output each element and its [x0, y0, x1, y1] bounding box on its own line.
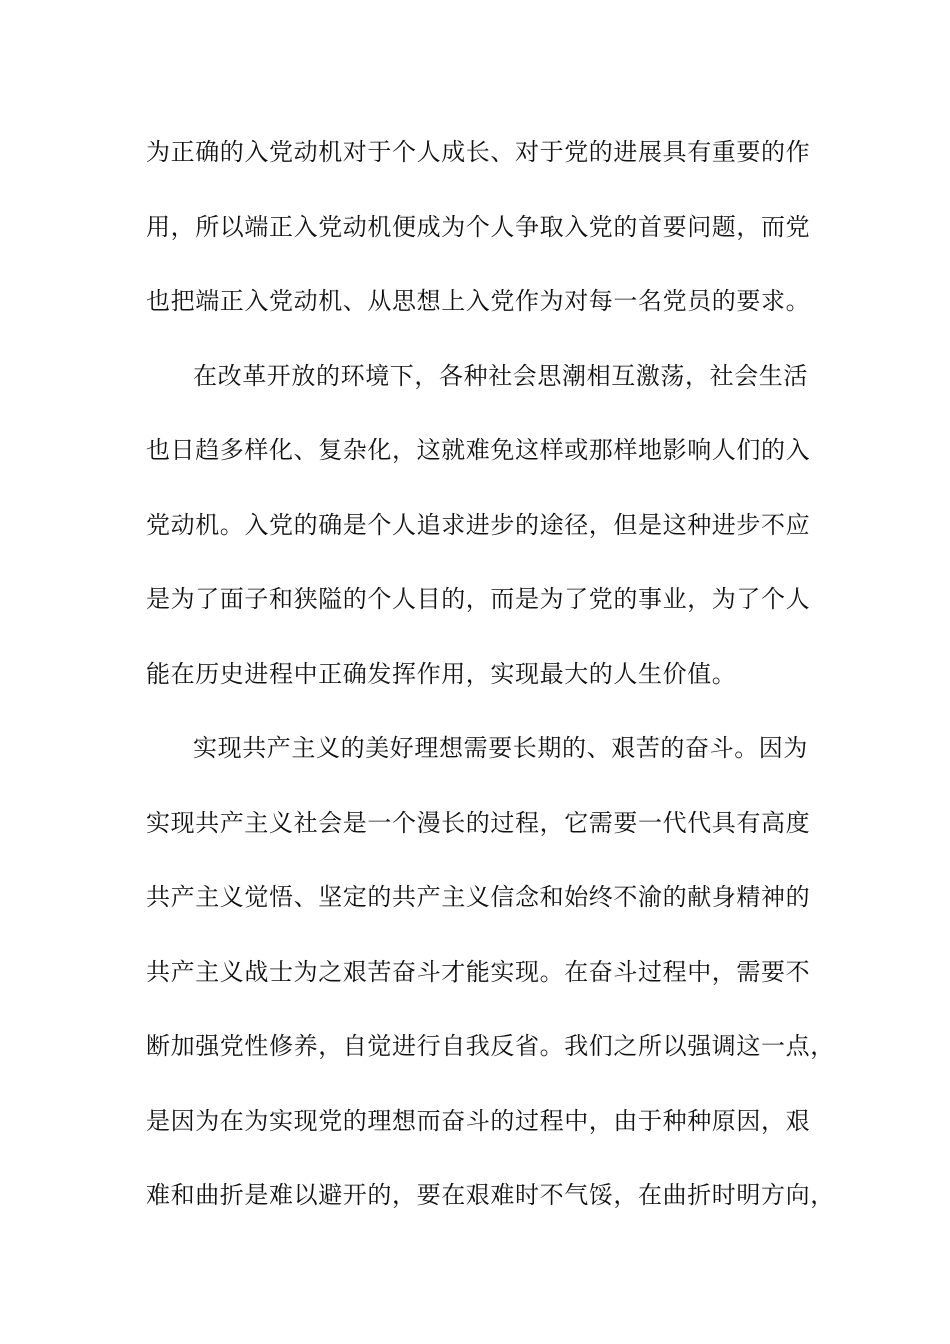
paragraph-first-line: 实现共产主义的美好理想需要长期的、艰苦的奋斗。因为 [193, 734, 808, 762]
text-line: 是因为在为实现党的理想而奋斗的过程中，由于种种原因，艰 [146, 1106, 811, 1135]
text-line: 是为了面子和狭隘的个人目的，而是为了党的事业，为了个人 [146, 585, 811, 613]
text-line: 也把端正入党动机、从思想上入党作为对每一名党员的要求。 [146, 287, 811, 315]
text-line: 能在历史进程中正确发挥作用，实现最大的人生价值。 [146, 659, 737, 688]
text-line: 断加强党性修养，自觉进行自我反省。我们之所以强调这一点， [146, 1032, 835, 1060]
text-line: 为正确的入党动机对于个人成长、对于党的进展具有重要的作 [146, 138, 811, 166]
text-line: 党动机。入党的确是个人追求进步的途径，但是这种进步不应 [146, 510, 811, 539]
text-line: 实现共产主义社会是一个漫长的过程，它需要一代代具有高度 [146, 808, 811, 837]
text-line: 也日趋多样化、复杂化，这就难免这样或那样地影响人们的入 [146, 436, 811, 464]
paragraph-first-line: 在改革开放的环境下，各种社会思潮相互激荡，社会生活 [193, 361, 808, 390]
text-line: 共产主义战士为之艰苦奋斗才能实现。在奋斗过程中，需要不 [146, 957, 811, 986]
text-line: 难和曲折是难以避开的，要在艰难时不气馁，在曲折时明方向， [146, 1181, 835, 1209]
text-line: 共产主义觉悟、坚定的共产主义信念和始终不渝的献身精神的 [146, 883, 811, 911]
body-text [146, 127, 835, 1245]
text-line: 用，所以端正入党动机便成为个人争取入党的首要问题，而党 [146, 212, 811, 241]
